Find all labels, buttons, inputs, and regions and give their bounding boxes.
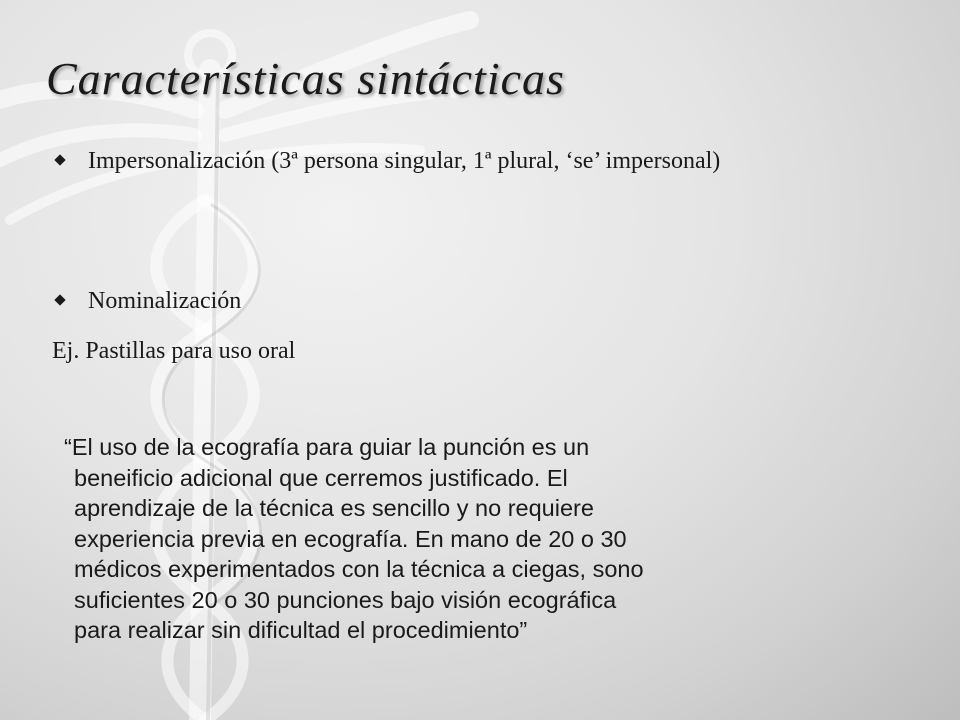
bullet-impersonalizacion: [52, 146, 912, 176]
bullet-nominalizacion: [52, 286, 912, 316]
bullet-text: Impersonalización (3ª persona singular, 1ª plural, ‘se’ impersonal): [88, 148, 721, 174]
example-text: Ej. Pastillas para uso oral: [52, 338, 296, 364]
quote-paragraph: “El uso de la ecografía para guiar la punción es un beneificio adicional que cerremos justificado. El aprendizaje de la técnica es sencillo y no requiere experiencia previa en ecografía. En mano de 20 o 30 médicos experimentados con la técnica a ciegas, sono suficientes 20 o 30 punciones bajo visión ecográfica para realizar sin dificultad el procedimiento”: [64, 434, 644, 643]
bullet-text: Nominalización: [88, 288, 242, 314]
slide-title: Características sintácticas: [46, 53, 565, 104]
